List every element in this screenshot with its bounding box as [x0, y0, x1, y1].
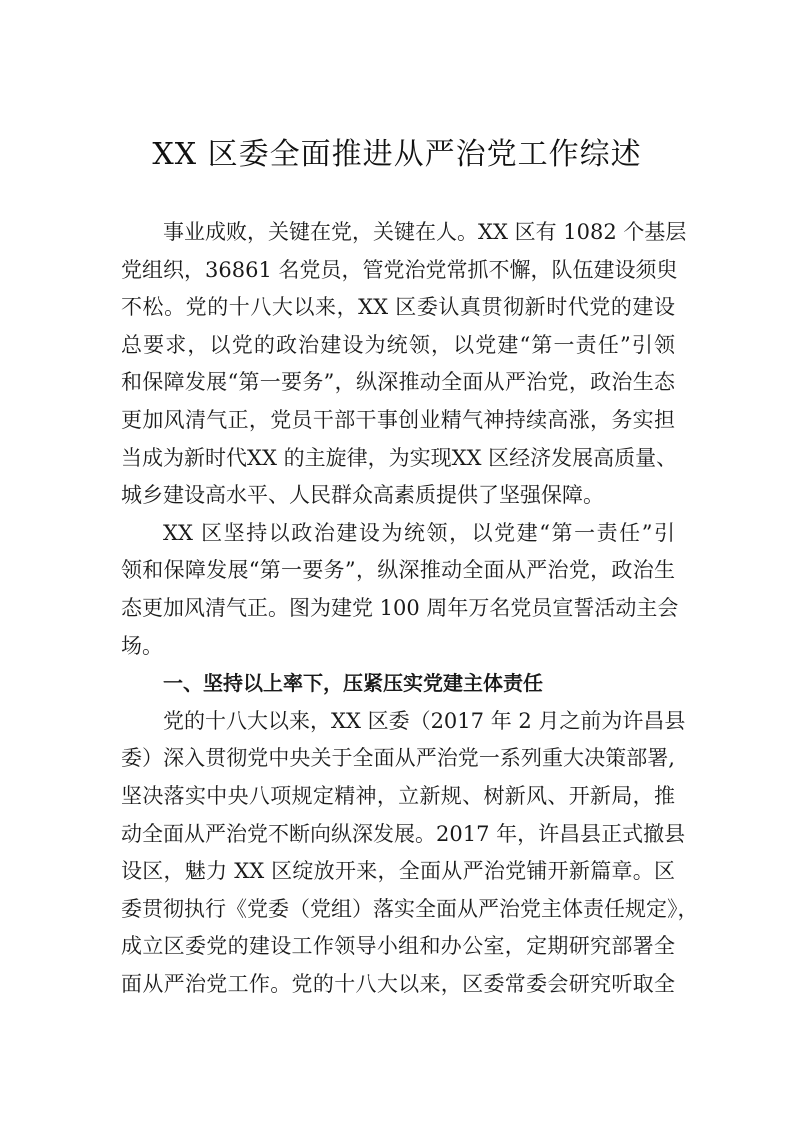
document-title: XX 区委全面推进从严治党工作综述 [152, 137, 642, 172]
paragraph-line: 城乡建设高水平、人民群众高素质提供了坚强保障。 [121, 483, 604, 508]
paragraph-line: 坚决落实中央八项规定精神，立新规、树新风、开新局，推 [121, 783, 675, 808]
paragraph-line: 动全面从严治党不断向纵深发展。2017 年，许昌县正式撤县 [121, 821, 686, 846]
paragraph-line: 更加风清气正，党员干部干事创业精气神持续高涨，务实担 [121, 407, 675, 432]
paragraph-line: 成立区委党的建设工作领导小组和办公室，定期研究部署全 [121, 934, 675, 959]
section-heading: 一、坚持以上率下，压紧压实党建主体责任 [163, 671, 543, 696]
paragraph-line: 党组织，36861 名党员，管党治党常抓不懈，队伍建设须臾 [121, 257, 678, 282]
paragraph-line: 态更加风清气正。图为建党 100 周年万名党员宣誓活动主会 [121, 595, 679, 620]
paragraph-section-one [121, 703, 699, 1004]
paragraph-line: 总要求，以党的政治建设为统领，以党建“第一责任”引领 [121, 332, 675, 357]
paragraph-line: 党的十八大以来，XX 区委（2017 年 2 月之前为许昌县 [163, 708, 686, 733]
paragraph-line: 面从严治党工作。党的十八大以来，区委常委会研究听取全 [121, 971, 675, 996]
paragraph-line: 事业成败，关键在党，关键在人。XX 区有 1082 个基层 [163, 220, 687, 244]
paragraph-line: 场。 [121, 633, 163, 658]
paragraph-line: 当成为新时代XX 的主旋律，为实现XX 区经济发展高质量、 [121, 445, 678, 470]
paragraph-line: 委贯彻执行《党委（党组）落实全面从严治党主体责任规定》， [121, 896, 699, 921]
paragraph-line: 设区，魅力 XX 区绽放开来，全面从严治党铺开新篇章。区 [121, 859, 675, 884]
paragraph-line: 不松。党的十八大以来，XX 区委认真贯彻新时代党的建设 [121, 295, 675, 320]
paragraph-line: 领和保障发展“第一要务”，纵深推动全面从严治党，政治生 [121, 558, 675, 583]
paragraph-line: XX 区坚持以政治建设为统领，以党建“第一责任”引 [163, 520, 675, 545]
paragraph-line: 和保障发展“第一要务”，纵深推动全面从严治党，政治生态 [121, 370, 675, 395]
paragraph-line: 委）深入贯彻党中央关于全面从严治党一系列重大决策部署, [121, 746, 675, 771]
paragraph-intro [121, 214, 687, 515]
paragraph-caption [121, 515, 679, 665]
document-body [121, 214, 699, 1003]
